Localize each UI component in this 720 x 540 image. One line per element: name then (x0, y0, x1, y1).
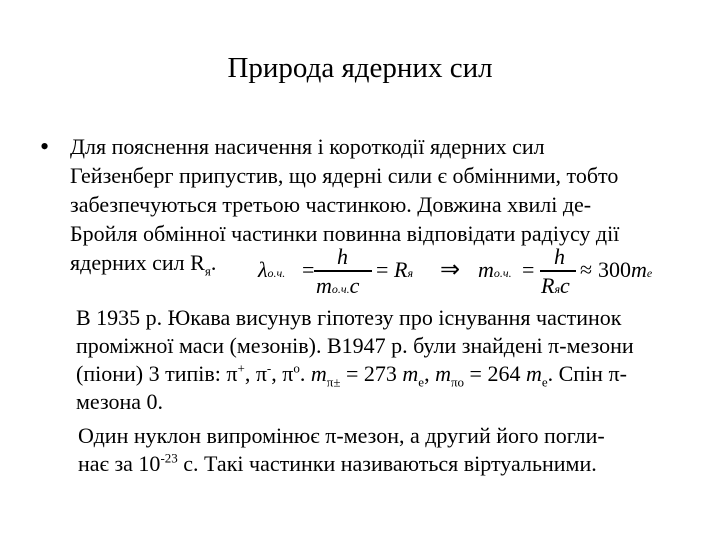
para1-line-4: мезона 0. (76, 389, 164, 414)
para1-line-1: В 1935 р. Юкава висунув гіпотезу про існування частинок (76, 305, 622, 330)
lambda-symbol: λо.ч. (258, 257, 286, 282)
bullet-line-4: Бройля обмінної частинки повинна відповідати радіусу дії (70, 221, 620, 246)
fraction-2-numerator: h (554, 244, 565, 269)
result-value: 300me (598, 257, 653, 282)
para1-line-2: проміжної маси (мезонів). В1947 р. були знайдені π-мезони (76, 333, 634, 358)
equals-sign-3: = (522, 257, 535, 282)
para2-line-1: Один нуклон випромінює π-мезон, а другий його погли- (78, 423, 605, 448)
fraction-2-denominator: Rяc (541, 273, 570, 298)
equals-sign-1: = (302, 257, 315, 282)
equals-sign-2: = (376, 257, 389, 282)
bullet-line-2: Гейзенберг припустив, що ядерні сили є обмінними, тобто (70, 163, 619, 188)
fraction-1-denominator: mо.ч.c (316, 273, 360, 298)
approx-sign: ≈ (580, 257, 593, 282)
bullet-line-5: ядерних сил $R_я$. (70, 250, 217, 279)
fraction-2-bar (540, 270, 576, 272)
virtual-particles-paragraph (78, 422, 605, 478)
para2-line-2: нає за $10^{-23}$ с. Такі частинки називаються віртуальними. (78, 450, 597, 476)
r-symbol: Rя (394, 257, 414, 282)
slide-title: Природа ядерних сил (227, 52, 493, 84)
para1-line-3: (піони) 3 типів: π+, π-, $\pi^o$. $m_{\pi\pm} = 273$ $m_e$, $m_{\pi o} = 264$ $m_e$. Спін π- (76, 360, 627, 390)
bullet-line-3: забезпечуються третьою частинкою. Довжина хвилі де- (70, 192, 592, 217)
bullet-marker: • (40, 132, 50, 161)
m-symbol: mо.ч. (478, 257, 512, 282)
implies-arrow: ⇒ (440, 257, 461, 283)
yukawa-paragraph (76, 304, 634, 416)
wavelength-formula (252, 240, 672, 300)
fraction-1-numerator: h (337, 244, 348, 269)
bullet-line-1: Для пояснення насичення і короткодії ядерних сил (70, 134, 545, 159)
fraction-1-bar (314, 270, 372, 272)
